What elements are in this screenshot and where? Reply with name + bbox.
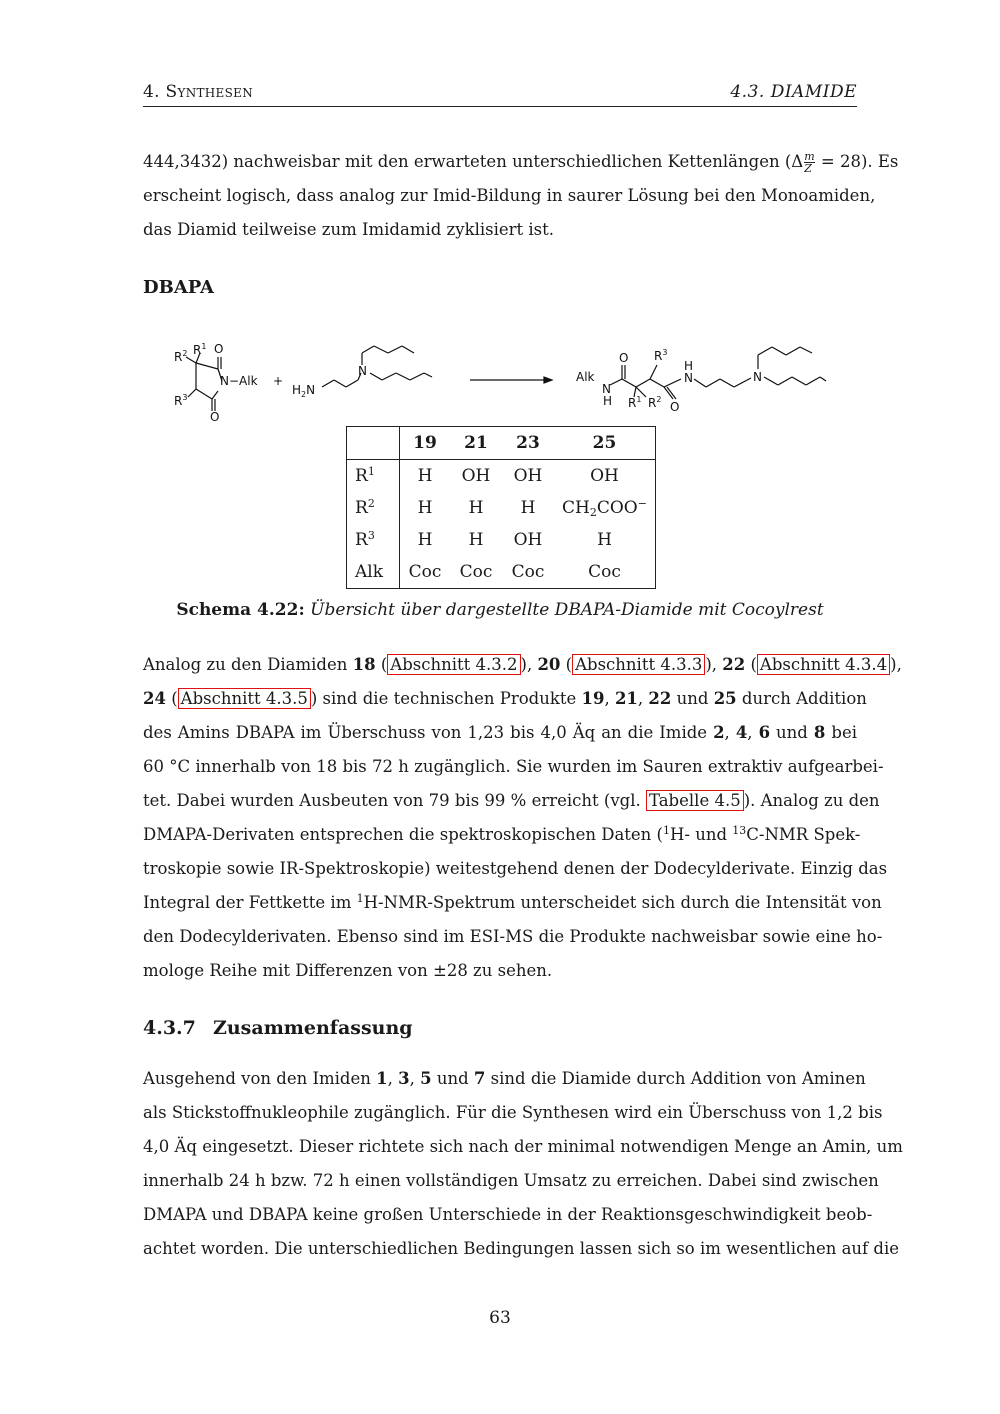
cross-reference-link[interactable]: Abschnitt 4.3.3	[572, 654, 705, 675]
table-cell-ch2coo: $CH_2COO^-$	[562, 497, 647, 519]
label-o-bottom: O	[210, 410, 220, 424]
table-row	[347, 460, 656, 493]
label-product-h2: H	[684, 359, 694, 373]
text-line: 4,0 Äq eingesetzt. Dieser richtete sich nach der minimal notwendigen Menge an Amin, um	[143, 1137, 903, 1156]
label-product-h1: H	[603, 394, 613, 408]
text-line: tet. Dabei wurden Ausbeuten von 79 bis 99 % erreicht (vgl. Tabelle 4.5 ). Analog zu den	[143, 791, 880, 810]
label-product-o1: O	[619, 351, 629, 365]
label-product-n3: N	[753, 370, 762, 384]
plus-sign: +	[273, 374, 284, 388]
text-line: Analog zu den Diamiden 18 ( Abschnitt 4.3.2 ), 20 ( Abschnitt 4.3.3 ), 22 ( Abschnitt 4.3.4 ),	[143, 655, 902, 674]
label-n-alk: N−Alk	[220, 374, 258, 388]
table-cell: H	[417, 530, 433, 550]
product-structure	[610, 347, 826, 399]
table-cell: Coc	[511, 562, 545, 582]
label-o-top: O	[214, 342, 224, 356]
running-header	[143, 82, 857, 107]
table-corner-cell	[347, 427, 400, 460]
table-row	[347, 556, 656, 589]
table-cell: H	[468, 530, 484, 550]
row-label-r2: $R^2$	[347, 492, 400, 524]
table-row	[347, 492, 656, 524]
text-line: troskopie sowie IR-Spektroskopie) weitestgehend denen der Dodecylderivate. Einzig das	[143, 859, 888, 878]
table-cell: H	[520, 498, 536, 518]
label-product-alk: Alk	[576, 370, 595, 384]
caption-label: Schema 4.22:	[176, 600, 305, 620]
cross-reference-link[interactable]: Abschnitt 4.3.2	[387, 654, 520, 675]
summary-paragraph	[143, 1062, 903, 1266]
table-cell: H	[468, 498, 484, 518]
subsection-number: 4.3.7	[143, 1017, 196, 1039]
text-line: achtet worden. Die unterschiedlichen Bedingungen lassen sich so im wesentlichen auf die	[143, 1239, 899, 1258]
text-line: erscheint logisch, dass analog zur Imid-Bildung in saurer Lösung bei den Monoamiden,	[143, 186, 876, 205]
table-cell: Coc	[408, 562, 442, 582]
text-line: des Amins DBAPA im Überschuss von 1,23 bis 4,0 Äq an die Imide 2, 4, 6 und 8 bei	[143, 723, 857, 742]
cross-reference-link[interactable]: Abschnitt 4.3.4	[757, 654, 890, 675]
text-line: mologe Reihe mit Differenzen von ±28 zu sehen.	[143, 961, 553, 980]
table-header: 23	[502, 427, 554, 460]
main-paragraph	[143, 648, 902, 988]
label-product-n2: N	[684, 371, 693, 385]
cross-reference-link[interactable]: Tabelle 4.5	[646, 790, 744, 811]
text-line: den Dodecylderivaten. Ebenso sind im ESI-MS die Produkte nachweisbar sowie eine ho-	[143, 927, 883, 946]
header-section: 4.3. DIAMIDE	[730, 82, 857, 102]
label-product-r1: $R^1$	[628, 395, 642, 410]
label-product-n1: N	[602, 382, 611, 396]
text-line: DMAPA-Derivaten entsprechen die spektroskopischen Daten ($^1$H- und $^{13}$C-NMR Spek-	[143, 824, 861, 844]
table-cell: OH	[513, 530, 543, 550]
subsection-title: Zusammenfassung	[213, 1017, 413, 1039]
label-h2n: $H_2N$	[292, 383, 316, 399]
caption-text: Übersicht über dargestellte DBAPA-Diamide mit Cocoylrest	[310, 600, 824, 620]
text-line: 444,3432) nachweisbar mit den erwarteten unterschiedlichen Kettenlängen (Δ $\frac{m}{Z}$ = 28). Es	[143, 150, 899, 175]
intro-paragraph	[143, 145, 899, 247]
label-r2: $R^2$	[174, 349, 188, 364]
text-line: DMAPA und DBAPA keine großen Unterschiede in der Reaktionsgeschwindigkeit beob-	[143, 1205, 873, 1224]
table-cell: OH	[513, 466, 543, 486]
reaction-scheme	[160, 335, 860, 425]
page-number: 63	[489, 1308, 511, 1328]
table-cell: H	[597, 530, 612, 550]
text-line: innerhalb 24 h bzw. 72 h einen vollständigen Umsatz zu erreichen. Dabei sind zwischen	[143, 1171, 879, 1190]
table-cell: Coc	[459, 562, 493, 582]
row-label-r3: $R^3$	[347, 524, 400, 556]
row-label-alk: Alk	[347, 556, 400, 589]
table-header-row	[347, 427, 656, 460]
substituent-table	[346, 426, 656, 589]
table-row	[347, 524, 656, 556]
text-line: als Stickstoffnukleophile zugänglich. Für die Synthesen wird ein Überschuss von 1,2 bis	[143, 1103, 883, 1122]
label-amine-n: N	[358, 364, 367, 378]
row-label-r1: $R^1$	[347, 460, 400, 493]
header-chapter: 4. Synthesen	[143, 82, 254, 102]
table-cell: OH	[461, 466, 491, 486]
table-cell: OH	[590, 466, 619, 486]
imide-structure	[186, 353, 222, 411]
text-line: 24 ( Abschnitt 4.3.5 ) sind die technischen Produkte 19, 21, 22 und 25 durch Addition	[143, 689, 867, 708]
table-header: 25	[554, 427, 655, 460]
dbapa-structure	[322, 346, 432, 387]
table-header: 21	[450, 427, 502, 460]
scheme-caption	[0, 600, 1000, 620]
text-line: Ausgehend von den Imiden 1, 3, 5 und 7 sind die Diamide durch Addition von Aminen	[143, 1069, 866, 1088]
table-cell: H	[417, 466, 433, 486]
text-line: 60 °C innerhalb von 18 bis 72 h zugänglich. Sie wurden im Sauren extraktiv aufgearbei-	[143, 757, 884, 776]
subsection-heading	[143, 1017, 413, 1039]
cross-reference-link[interactable]: Abschnitt 4.3.5	[178, 688, 311, 709]
label-product-r3: $R^3$	[654, 348, 668, 363]
table-cell: Coc	[588, 562, 621, 582]
label-product-o2: O	[670, 400, 680, 414]
text-line: Integral der Fettkette im $^1$H-NMR-Spektrum unterscheidet sich durch die Intensität von	[143, 892, 882, 912]
section-heading-dbapa: DBAPA	[143, 277, 214, 298]
label-r3: $R^3$	[174, 393, 188, 408]
fraction-m-over-z: $\frac{m}{Z}$	[804, 150, 815, 175]
label-product-r2: $R^2$	[648, 395, 662, 410]
text-line: das Diamid teilweise zum Imidamid zyklisiert ist.	[143, 220, 555, 239]
label-r1: $R^1$	[193, 342, 207, 357]
table-header: 19	[400, 427, 451, 460]
table-cell: H	[417, 498, 433, 518]
reaction-arrow	[470, 377, 552, 383]
